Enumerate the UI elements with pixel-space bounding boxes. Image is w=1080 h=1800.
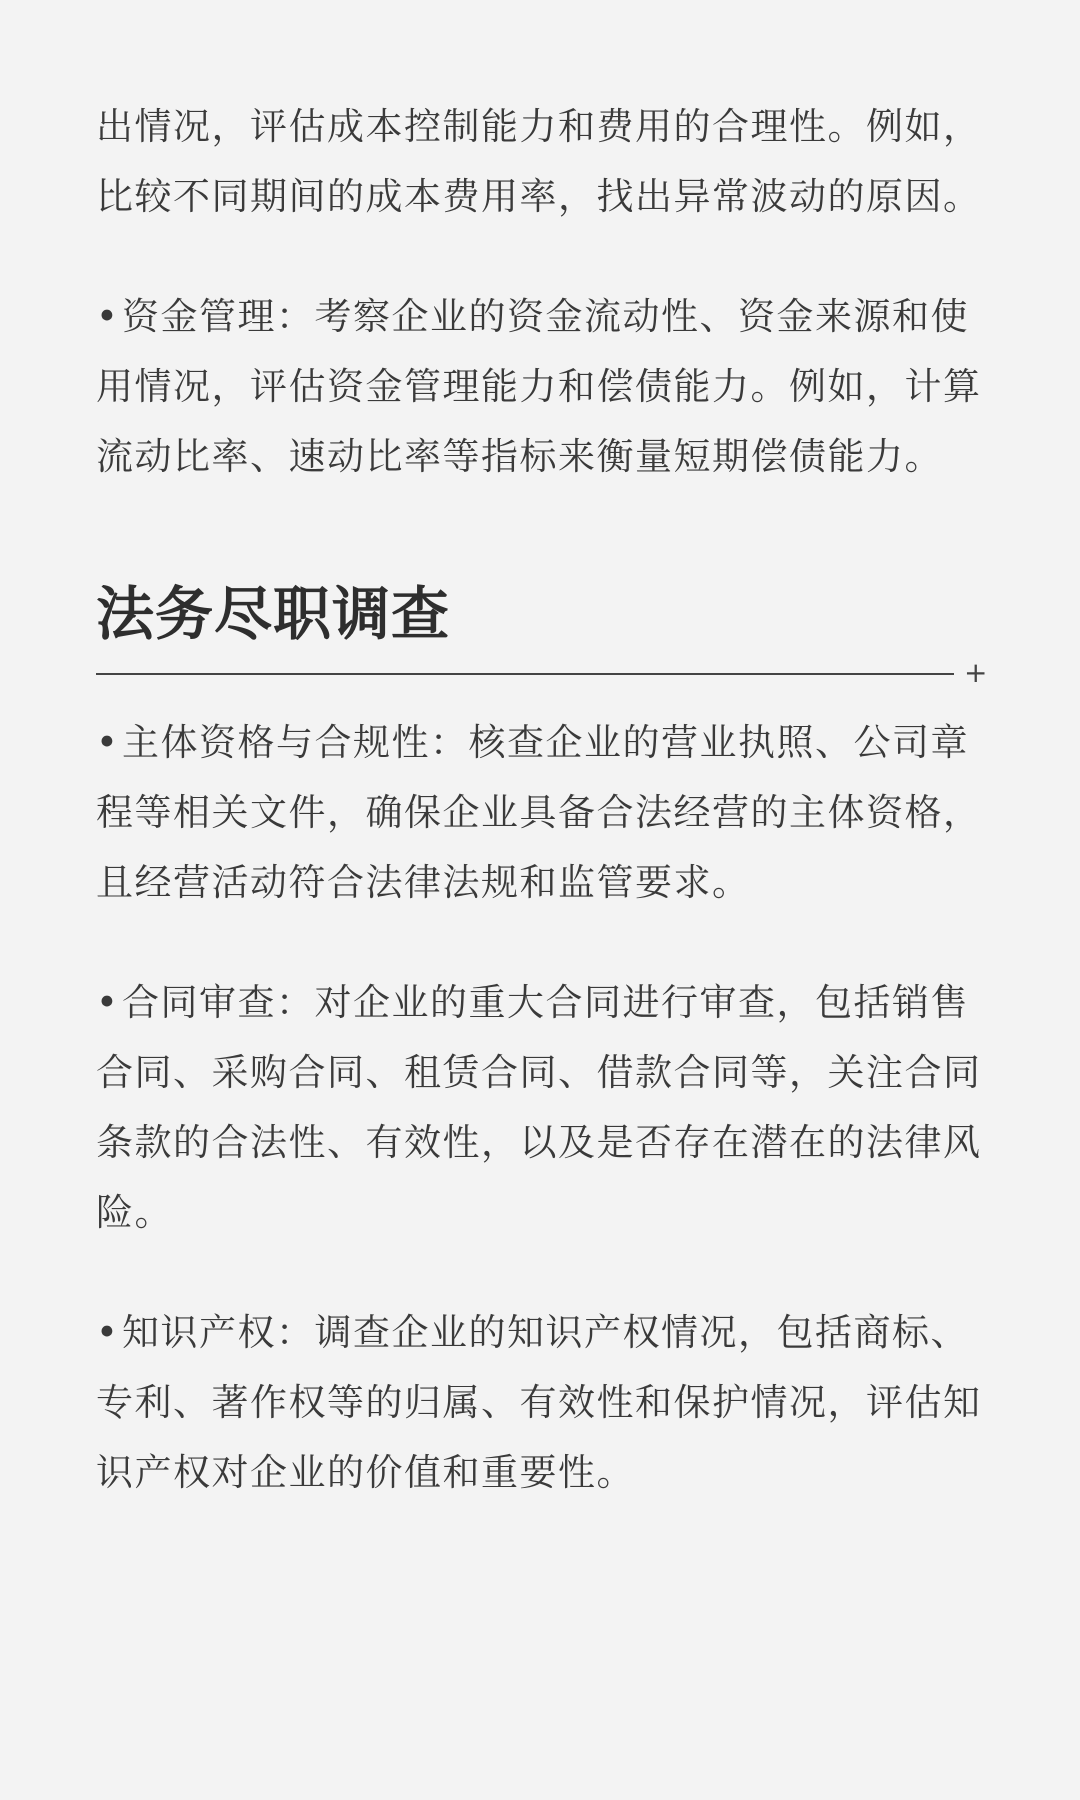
bullet-dot: •: [96, 1311, 120, 1354]
bullet-dot: •: [96, 721, 120, 764]
finance-item-text: 资金管理：考察企业的资金流动性、资金来源和使用情况，评估资金管理能力和偿债能力。例如，计算流动比率、速动比率等指标来衡量短期偿债能力。: [96, 295, 982, 478]
bullet-dot: •: [96, 981, 120, 1024]
finance-list-item: [96, 282, 984, 492]
legal-list-item: [96, 1298, 984, 1508]
intro-paragraph-text: 出情况，评估成本控制能力和费用的合理性。例如，比较不同期间的成本费用率，找出异常波动的原因。: [96, 105, 982, 218]
legal-item-text: 主体资格与合规性：核查企业的营业执照、公司章程等相关文件，确保企业具备合法经营的主体资格，且经营活动符合法律法规和监管要求。: [96, 721, 982, 904]
legal-list-item: [96, 968, 984, 1248]
legal-item-text: 知识产权：调查企业的知识产权情况，包括商标、专利、著作权等的归属、有效性和保护情况，评估知识产权对企业的价值和重要性。: [96, 1311, 982, 1494]
intro-paragraph: [96, 92, 984, 232]
bullet-dot: •: [96, 295, 120, 338]
spacer: [96, 232, 984, 282]
legal-item-text: 合同审查：对企业的重大合同进行审查，包括销售合同、采购合同、租赁合同、借款合同等，关注合同条款的合法性、有效性，以及是否存在潜在的法律风险。: [96, 981, 982, 1234]
plus-icon: +: [964, 656, 988, 689]
spacer: [96, 918, 984, 968]
legal-list-item: [96, 708, 984, 918]
section-title-legal: 法务尽职调查: [96, 580, 451, 648]
article-content: [96, 92, 988, 1508]
spacer: [96, 1248, 984, 1298]
section-divider: [96, 656, 988, 689]
divider-line: [96, 673, 954, 675]
spacer: [96, 492, 984, 578]
